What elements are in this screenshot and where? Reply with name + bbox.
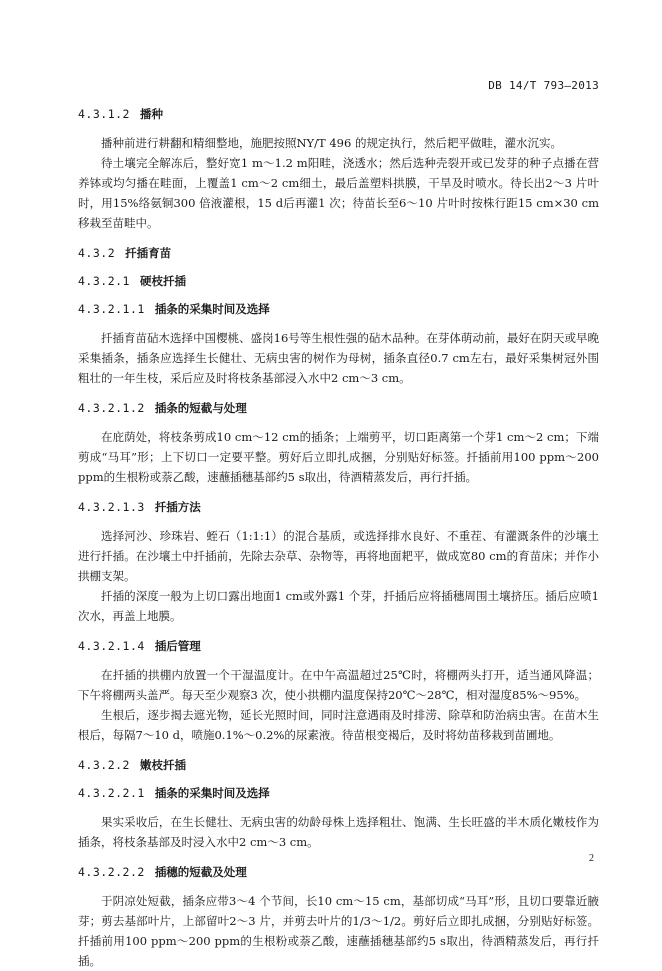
- section-heading: [78, 638, 599, 654]
- section-title: 插条的短截与处理: [154, 401, 247, 415]
- paragraph: 在庇荫处，将枝条剪成10 cm～12 cm的插条；上端剪平，切口距离第一个芽1 cm～2 cm；下端剪成“马耳”形；上下切口一定要平整。剪好后立即扎成捆，分别贴好标签。扦插前用100 ppm～200 ppm的生根粉或萘乙酸，速蘸插穗基部约5 s取出，待酒精蒸发后，再行扦插。: [78, 430, 599, 484]
- section-title: 插穗的短截及处理: [154, 865, 247, 879]
- section-title: 扦插育苗: [125, 246, 172, 260]
- section-number: 4.3.2.2.1: [78, 786, 145, 800]
- section-number: 4.3.2.1.3: [78, 500, 145, 514]
- section-number: 4.3.2.1.2: [78, 401, 145, 415]
- section-heading: [78, 273, 599, 289]
- section-title: 插条的采集时间及选择: [154, 302, 270, 316]
- section-number: 4.3.2.2.2: [78, 865, 145, 879]
- section-title: 嫩枝扦插: [139, 758, 186, 772]
- paragraph: 在扦插的拱棚内放置一个干湿温度计。在中午高温超过25℃时，将棚两头打开，适当通风降温；下午将棚两头盖严。每天至少观察3 次，使小拱棚内温度保持20℃～28℃，相对湿度85%～95%。: [78, 668, 599, 702]
- paragraph: 播种前进行耕翻和精细整地，施肥按照NY/T 496 的规定执行，然后耙平做畦，灌水沉实。: [101, 136, 562, 150]
- paragraph: 待土壤完全解冻后，整好宽1 m～1.2 m阳畦，浇透水；然后选种壳裂开或已发芽的种子点播在营养钵或均匀播在畦面，上覆盖1 cm～2 cm细土，最后盖塑料拱膜，干旱及时喷水。待长出2～3 片叶时，用15%络氨铜300 倍液灌根，15 d后再灌1 次；待苗长至6～10 片叶时按株行距15 cm×30 cm移栽至苗畦中。: [78, 156, 599, 230]
- section-title: 扦插方法: [154, 500, 201, 514]
- section-title: 播种: [139, 107, 163, 121]
- section-title: 硬枝扦插: [139, 274, 186, 288]
- section-heading: [78, 864, 599, 880]
- section-heading: [78, 400, 599, 416]
- section-number: 4.3.2.1.4: [78, 639, 145, 653]
- section-title: 插条的采集时间及选择: [154, 786, 270, 800]
- paragraph: 选择河沙、珍珠岩、蛭石（1:1:1）的混合基质，或选择排水良好、不重茬、有灌溉条件的沙壤土进行扦插。在沙壤土中扦插前，先除去杂草、杂物等，再将地面耙平，做成宽80 cm的育苗床；并作小拱棚支架。: [78, 529, 599, 583]
- standard-code: DB 14/T 793—2013: [488, 79, 599, 92]
- section-heading: [78, 106, 599, 122]
- paragraph: 扦插育苗砧木选择中国樱桃、盛岗16号等生根性强的砧木品种。在芽体萌动前，最好在阴天或早晚采集插条，插条应选择生长健壮、无病虫害的树作为母树，插条直径0.7 cm左右，最好采集树冠外围粗壮的一年生枝，采后应及时将枝条基部浸入水中2 cm～3 cm。: [78, 331, 599, 385]
- page-number: 2: [589, 853, 594, 864]
- paragraph: 果实采收后，在生长健壮、无病虫害的幼龄母株上选择粗壮、饱满、生长旺盛的半木质化嫩枝作为插条，将枝条基部及时浸入水中2 cm～3 cm。: [78, 815, 599, 849]
- section-number: 4.3.2.1.1: [78, 302, 145, 316]
- paragraph: 扦插的深度一般为上切口露出地面1 cm或外露1 个芽，扦插后应将插穗周围土壤挤压。插后应喷1次水，再盖上地膜。: [78, 589, 599, 623]
- document-body: [78, 106, 599, 971]
- section-number: 4.3.2.2: [78, 758, 130, 772]
- paragraph: 于阴凉处短截，插条应带3～4 个节间，长10 cm～15 cm，基部切成“马耳”形，且切口要靠近腋芽；剪去基部叶片，上部留叶2～3 片，并剪去叶片的1/3～1/2。剪好后立即扎成捆，分别贴好标签。扦插前用100 ppm～200 ppm的生根粉或萘乙酸，速蘸插穗基部约5 s取出，待酒精蒸发后，再行扦插。: [78, 894, 599, 968]
- section-heading: [78, 301, 599, 317]
- section-number: 4.3.2.1: [78, 274, 130, 288]
- section-heading: [78, 499, 599, 515]
- section-heading: [78, 245, 599, 261]
- section-title: 插后管理: [154, 639, 201, 653]
- section-number: 4.3.2: [78, 246, 116, 260]
- section-heading: [78, 785, 599, 801]
- paragraph: 生根后，逐步揭去遮光物，延长光照时间，同时注意遇雨及时排涝、除草和防治病虫害。在苗木生根后，每隔7～10 d，喷施0.1%～0.2%的尿素液。待苗根变褐后，及时将幼苗移栽到苗圃地。: [78, 708, 599, 742]
- section-heading: [78, 757, 599, 773]
- section-number: 4.3.1.2: [78, 107, 130, 121]
